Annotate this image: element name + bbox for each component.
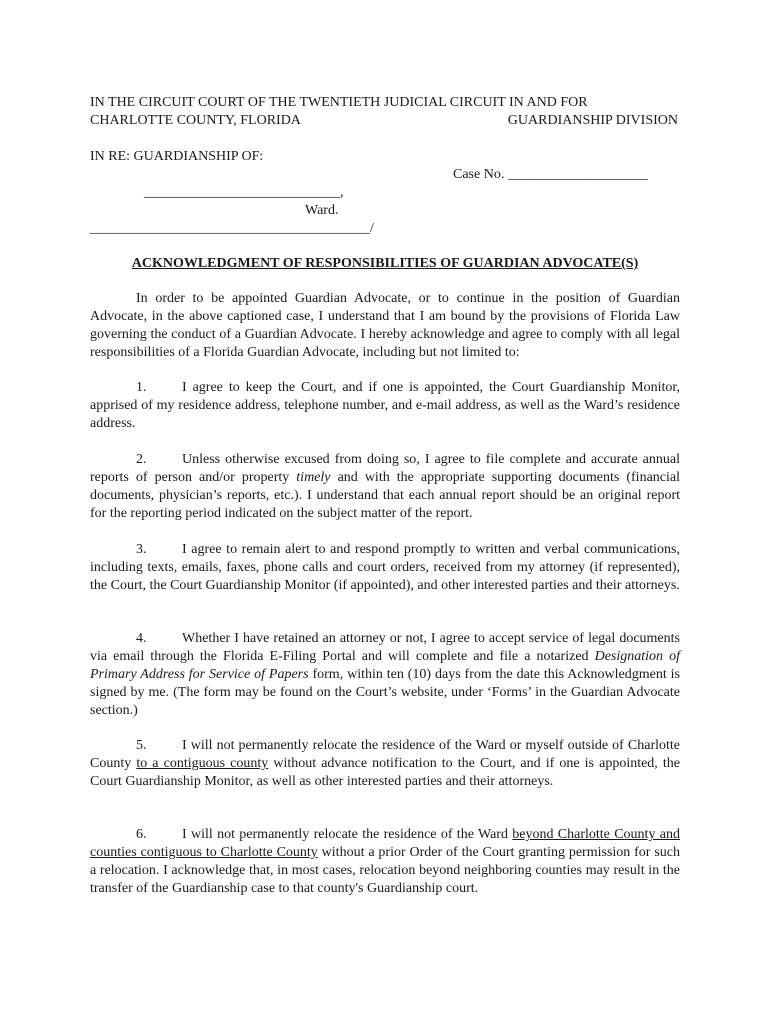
item-text-a: Whether I have retained an attorney or not, I agree to accept service of legal documents via email through the Florida E-Filing Portal and will complete and file a notarized xyxy=(90,631,680,664)
case-number-field: Case No. ____________________ xyxy=(453,167,648,182)
court-header xyxy=(90,94,678,130)
ward-label: Ward. xyxy=(305,203,339,218)
document-title: ACKNOWLEDGMENT OF RESPONSIBILITIES OF GUARDIAN ADVOCATE(S) xyxy=(131,256,639,271)
caption-end-line: ________________________________________/ xyxy=(90,221,374,236)
intro-paragraph xyxy=(90,290,680,362)
item-3 xyxy=(90,541,680,595)
item-text: I agree to remain alert to and respond promptly to written and verbal communications, including texts, emails, faxes, phone calls and court orders, received from my attorney (if represented), the Court, the Court Guardianship Monitor (if appointed), and other interested parties and their attorneys. xyxy=(90,542,680,593)
item-number: 2. xyxy=(136,452,147,467)
item-text-underline: to a contiguous county xyxy=(136,756,269,771)
item-4 xyxy=(90,630,680,720)
item-text: I agree to keep the Court, and if one is appointed, the Court Guardianship Monitor, apprised of my residence address, telephone number, and e-mail address, as well as the Ward’s residence address. xyxy=(90,380,680,431)
in-re-line: IN RE: GUARDIANSHIP OF: xyxy=(90,149,264,164)
item-text-a: I will not permanently relocate the residence of the Ward xyxy=(182,827,513,842)
intro-text: In order to be appointed Guardian Advocate, or to continue in the position of Guardian Advocate, in the above captioned case, I understand that I am bound by the provisions of Florida Law governing the conduct of a Guardian Advocate. I hereby acknowledge and agree to comply with all legal responsibilities of a Florida Guardian Advocate, including but not limited to: xyxy=(90,291,680,360)
item-text-b: and with the appropriate supporting documents (financial documents, physician’s reports, etc.). I understand that each annual report should be an original report for the reporting period indicated on the subject matter of the report. xyxy=(90,470,680,521)
ward-name-blank: ____________________________, xyxy=(144,185,344,200)
item-number: 1. xyxy=(136,380,147,395)
item-number: 4. xyxy=(136,631,147,646)
county-label: CHARLOTTE COUNTY, FLORIDA xyxy=(90,113,301,128)
division-label: GUARDIANSHIP DIVISION xyxy=(507,113,678,128)
item-number: 3. xyxy=(136,542,147,557)
item-text-underline: beyond Charlotte County and counties contiguous to Charlotte County xyxy=(90,827,680,860)
item-1 xyxy=(90,379,680,433)
item-text-b: without a prior Order of the Court granting permission for such a relocation. I acknowledge that, in most cases, relocation beyond neighboring counties may result in the transfer of the Guardianship case to that county's Guardianship court. xyxy=(90,845,681,896)
item-2 xyxy=(90,451,680,523)
item-text-a: Unless otherwise excused from doing so, I agree to file complete and accurate annual reports of person and/or property xyxy=(90,452,680,485)
item-text-a: I will not permanently relocate the residence of the Ward or myself outside of Charlotte County xyxy=(90,738,680,771)
item-text-b: without advance notification to the Court, and if one is appointed, the Court Guardianship Monitor, as well as other interested parties and their attorneys. xyxy=(90,756,680,789)
item-5 xyxy=(90,737,680,791)
item-text-emphasis: timely xyxy=(296,470,331,485)
item-number: 5. xyxy=(136,738,147,753)
court-header-line2 xyxy=(90,112,678,130)
court-header-line1: IN THE CIRCUIT COURT OF THE TWENTIETH JUDICIAL CIRCUIT IN AND FOR xyxy=(90,95,588,110)
item-number: 6. xyxy=(136,827,147,842)
item-text-b: form, within ten (10) days from the date this Acknowledgment is signed by me. (The form may be found on the Court’s website, under ‘Forms’ in the Guardian Advocate section.) xyxy=(90,667,680,718)
form-name-emphasis: Designation of Primary Address for Service of Papers xyxy=(90,649,680,682)
item-6 xyxy=(90,826,680,898)
